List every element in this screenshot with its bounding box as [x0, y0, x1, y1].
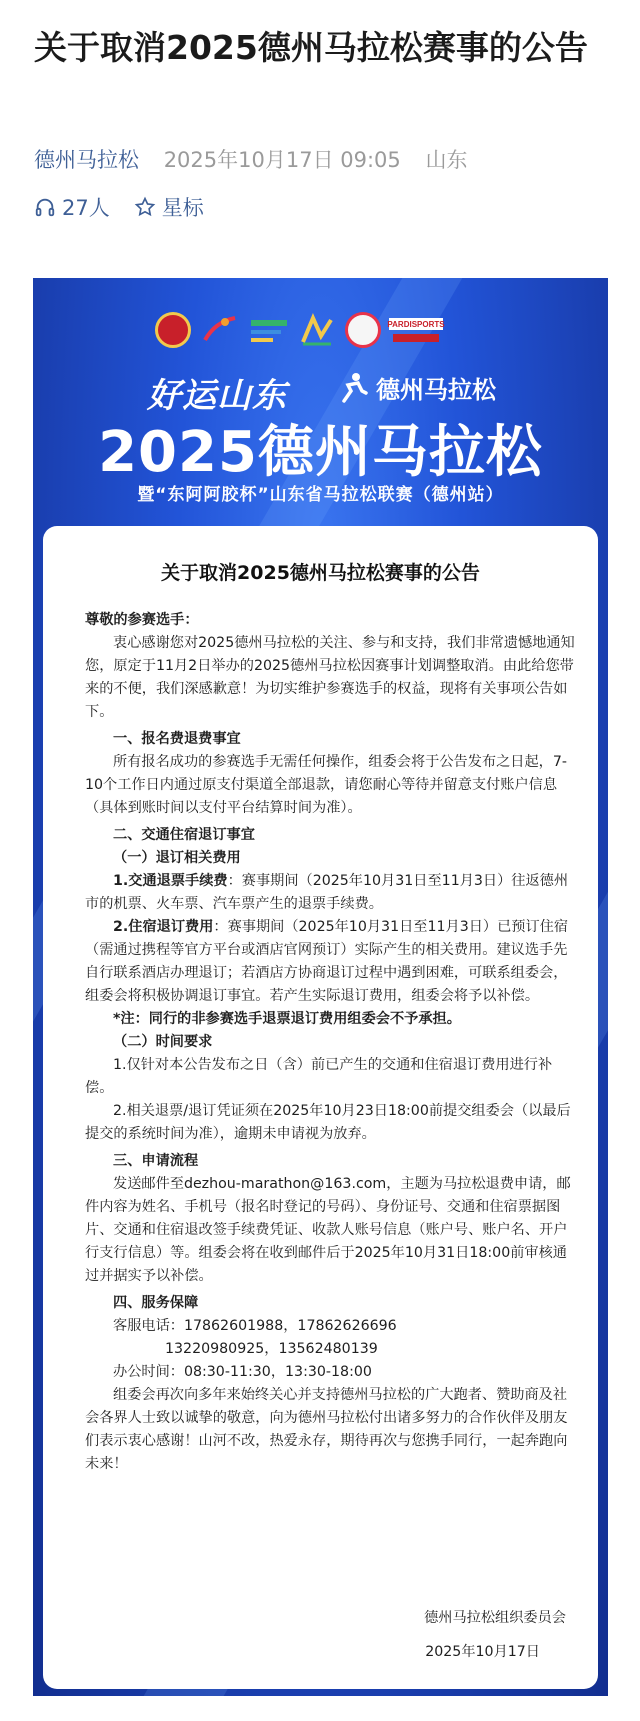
league-logo: [297, 312, 337, 348]
article-title: 关于取消2025德州马拉松赛事的公告: [34, 28, 588, 67]
intro-paragraph: 衷心感谢您对2025德州马拉松的关注、参与和支持，我们非常遗憾地通知您，原定于11月2日举办的2025德州马拉松因赛事计划调整取消。由此给您带来的不便，我们深感歉意！为切实维护参赛选手的权益，现将有关事项公告如下。: [85, 635, 575, 720]
star-label: 星标: [161, 196, 204, 220]
section-1-title: 一、报名费退费事宜: [113, 731, 241, 747]
pardisports-logo: [387, 312, 445, 348]
publish-date: 2025年10月17日 09:05: [163, 148, 401, 172]
poster-slogan: 好运山东: [147, 376, 287, 416]
section-2-sub-1: （一）退订相关费用: [113, 850, 241, 866]
section-2-item-1: [85, 870, 576, 916]
runner-icon: [336, 371, 370, 405]
section-2-time-2: 2.相关退票/退订凭证须在2025年10月23日18:00前提交组委会（以最后提交的系统时间为准），逾期未申请视为放弃。: [85, 1103, 571, 1142]
section-2-note: *注：同行的非参赛选手退票退订费用组委会不予承担。: [113, 1011, 461, 1027]
haoyun-shandong-logo: [247, 312, 291, 348]
section-3-body: 发送邮件至dezhou-marathon@163.com，主题为马拉松退费申请，邮件内容为姓名、手机号（报名时登记的号码）、身份证号、交通和住宿票据图片、交通和住宿退改签手续费凭证、收款人账号信息（账户号、账户名、开户行支行信息）等。组委会将在收到邮件后于2025年10月31日18:00前审核通过并据实予以补偿。: [85, 1176, 571, 1284]
section-2-title: 二、交通住宿退订事宜: [113, 827, 255, 843]
phone-line-2: 13220980925，13562480139: [165, 1341, 378, 1357]
notice-card: [43, 526, 598, 1689]
phone-line-1: 客服电话：17862601988，17862626696: [113, 1318, 397, 1334]
sign-date: 2025年10月17日: [425, 1644, 540, 1660]
headphones-icon: [34, 196, 56, 218]
closing-paragraph: 组委会再次向多年来始终关心并支持德州马拉松的广大跑者、赞助商及社会各界人士致以诚挚的敬意，向为德州马拉松付出诸多努力的合作伙伴及朋友们表示衷心感谢！山河不改，热爱永存，期待再次与您携手同行，一起奔跑向未来！: [85, 1387, 568, 1472]
article-stats: [34, 192, 228, 222]
section-2-time-1: 1.仅针对本公告发布之日（含）前已产生的交通和住宿退订费用进行补偿。: [85, 1057, 553, 1096]
listen-count: 27人: [62, 196, 110, 220]
section-4-title: 四、服务保障: [113, 1295, 199, 1311]
author-link[interactable]: 德州马拉松: [34, 148, 139, 172]
listen-button[interactable]: [34, 192, 110, 222]
svg-text:PARDISPORTS: PARDISPORTS: [387, 320, 445, 329]
star-button[interactable]: [134, 192, 204, 222]
office-hours: 办公时间：08:30-11:30，13:30-18:00: [113, 1364, 372, 1380]
poster-sub-title: 暨“东阿阿胶杯”山东省马拉松联赛（德州站）: [137, 485, 504, 505]
item-2-label: 2.住宿退订费用: [113, 919, 214, 935]
greeting: 尊敬的参赛选手：: [85, 612, 199, 628]
item-1-text: ：赛事期间（2025年10月31日至11月3日）往返德州市的机票、火车票、汽车票产生的退票手续费。: [85, 873, 569, 912]
poster-main-title: 2025德州马拉松: [98, 420, 543, 485]
sports-bureau-logo: [345, 312, 381, 348]
star-icon: [134, 196, 156, 218]
notice-title: 关于取消2025德州马拉松赛事的公告: [161, 562, 480, 584]
publish-location: 山东: [425, 148, 468, 172]
notice-poster: [33, 278, 608, 1696]
poster-brand: [336, 370, 496, 405]
item-2-text: ：赛事期间（2025年10月31日至11月3日）已预订住宿（需通过携程等官方平台或酒店官网预订）实际产生的相关费用。建议选手先自行联系酒店办理退订；若酒店方协商退订过程中遇到困难，可联系组委会，组委会将积极协调退订事宜。若产生实际退订费用，组委会将予以补偿。: [85, 919, 569, 1004]
article-meta: [34, 144, 467, 174]
brand-text: 德州马拉松: [376, 376, 496, 404]
section-2-item-2: [85, 916, 576, 1008]
china-athletics-logo: [201, 312, 241, 348]
item-1-label: 1.交通退票手续费: [113, 873, 228, 889]
section-3-title: 三、申请流程: [113, 1153, 199, 1169]
section-2-sub-2: （二）时间要求: [113, 1034, 213, 1050]
signature: 德州马拉松组织委员会: [424, 1610, 566, 1626]
section-1-body: 所有报名成功的参赛选手无需任何操作，组委会将于公告发布之日起，7-10个工作日内通过原支付渠道全部退款，请您耐心等待并留意支付账户信息（具体到账时间以支付平台结算时间为准）。: [85, 754, 567, 816]
sponsor-logos: [33, 312, 608, 356]
emblem-logo: [155, 312, 191, 348]
